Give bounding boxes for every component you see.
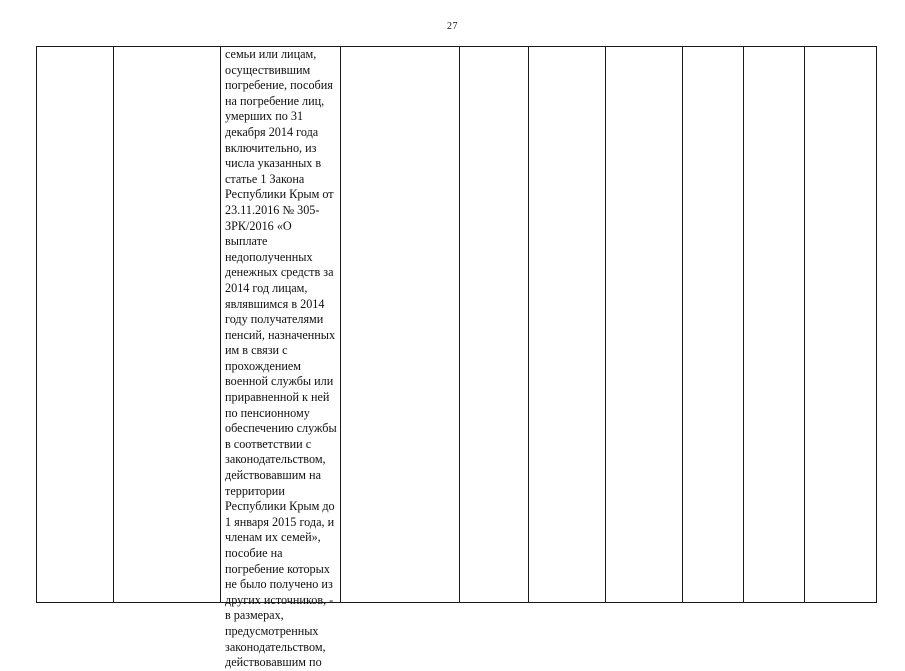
table-cell-col-7 [606,47,683,603]
table-row [37,47,877,603]
document-table [36,46,877,670]
table-cell-col-8 [683,47,744,603]
table-cell-col-5 [460,47,529,603]
table-cell-col-2 [114,47,221,603]
table-cell-col-4 [341,47,460,603]
page-number: 27 [447,21,458,32]
table-cell-col-9 [744,47,805,603]
table-cell-col-3 [221,47,341,670]
cell-description-text: семьи или лицам, осуществившим погребение, пособия на погребение лиц, умерших по 31 декабря 2014 года включительно, из числа указанных в статье 1 Закона Республики Крым от 23.11.2016 № 305- ЗРК/2016 «О выплате недополученных денежных средств за 2014 год лицам, являвшимся в 2014 году получателями пенсий, назначенных им в связи с прохождением военной службы или приравненной к ней по пенсионному обеспечению службы в соответствии с законодательством, действовавшим на территории Республики Крым до 1 января 2015 года, и членам их семей», пособие на погребение которых не было получено из других источников, - в размерах, предусмотренных законодательством, действовавшим по [225,47,337,670]
table-cell-col-1 [37,47,114,603]
table-cell-col-10 [805,47,877,603]
table-cell-col-6 [529,47,606,603]
